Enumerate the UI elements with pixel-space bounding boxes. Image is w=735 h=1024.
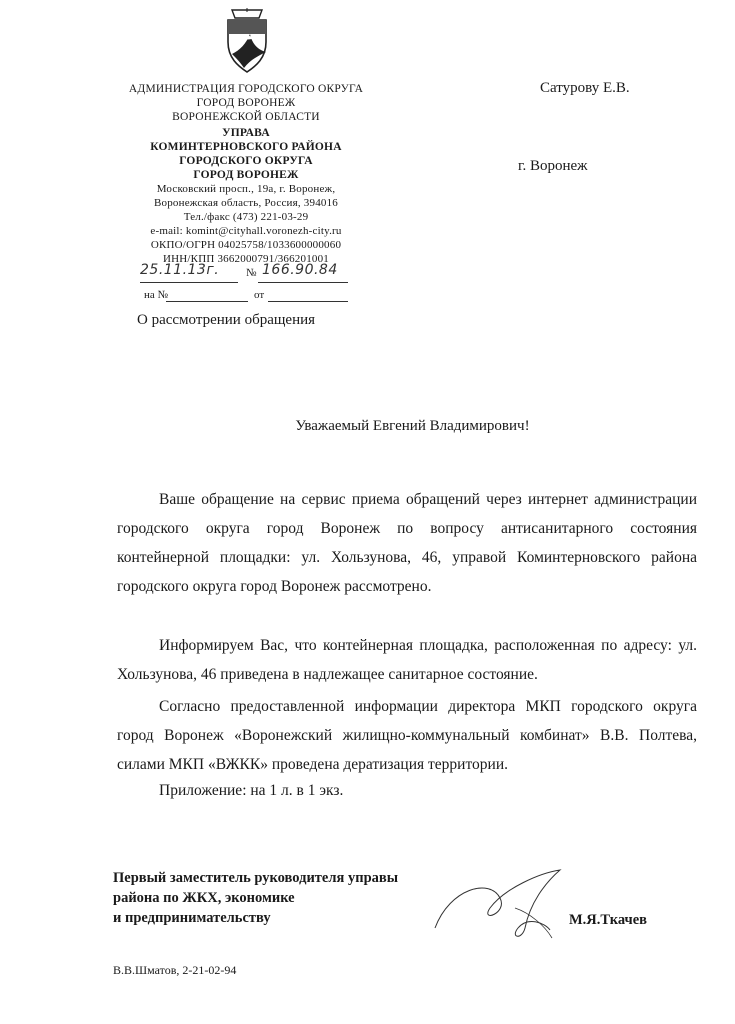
body-paragraph-1: Ваше обращение на сервис приема обращений через интернет администрации городского округа город Воронеж по вопросу антисанитарного состояния контейнерной площадки: ул. Хользунова, 46, управой Коминтерновского района городского округа город Воронеж рассмотрено. bbox=[117, 491, 697, 595]
dept-line-2: КОМИНТЕРНОВСКОГО РАЙОНА bbox=[150, 141, 342, 153]
executor-contact: В.В.Шматов, 2-21-02-94 bbox=[113, 963, 237, 977]
recipient-name: Сатурову Е.В. bbox=[540, 80, 630, 96]
dept-line-4: ГОРОД ВОРОНЕЖ bbox=[193, 169, 299, 181]
reference-date-label: от bbox=[254, 289, 265, 301]
registration-number-label: № bbox=[246, 267, 257, 279]
reference-number-label: на № bbox=[144, 289, 169, 301]
contact-inn: ИНН/КПП 3662000791/366201001 bbox=[162, 253, 330, 265]
dept-line-3: ГОРОДСКОГО ОКРУГА bbox=[179, 155, 313, 167]
contact-phone: Тел./факс (473) 221-03-29 bbox=[183, 211, 309, 223]
signatory-title bbox=[113, 868, 398, 928]
body-paragraph-3: Согласно предоставленной информации директора МКП городского округа город Воронеж «Воронежский жилищно-коммунальный комбинат» В.В. Полтева, силами МКП «ВЖКК» проведена дератизация территории. bbox=[117, 698, 697, 773]
dept-line-1: УПРАВА bbox=[222, 127, 270, 139]
contact-address-1: Московский просп., 19а, г. Воронеж, bbox=[156, 183, 336, 195]
org-name-line-2: ГОРОД ВОРОНЕЖ bbox=[196, 97, 296, 109]
signatory-name: М.Я.Ткачев bbox=[569, 912, 647, 928]
body-paragraph-2: Информируем Вас, что контейнерная площадка, расположенная по адресу: ул. Хользунова, 46 приведена в надлежащее санитарное состояние. bbox=[117, 637, 697, 683]
contact-address-2: Воронежская область, Россия, 394016 bbox=[154, 197, 338, 209]
registration-date: 25.11.13г. bbox=[140, 262, 220, 278]
signatory-title-line-2: района по ЖКХ, экономике bbox=[113, 890, 295, 906]
greeting: Уважаемый Евгений Владимирович! bbox=[295, 418, 530, 434]
handwritten-signature-icon bbox=[430, 868, 570, 948]
contact-okpo: ОКПО/ОГРН 04025758/1033600000060 bbox=[150, 239, 342, 251]
contact-email: e-mail: komint@cityhall.voronezh-city.ru bbox=[150, 225, 342, 237]
coat-of-arms-icon bbox=[218, 8, 276, 74]
recipient-city: г. Воронеж bbox=[518, 158, 588, 174]
org-name-line-1: АДМИНИСТРАЦИЯ ГОРОДСКОГО ОКРУГА bbox=[128, 83, 364, 95]
letter-subject: О рассмотрении обращения bbox=[137, 312, 316, 328]
attachment-note: Приложение: на 1 л. в 1 экз. bbox=[159, 782, 344, 799]
signatory-title-line-3: и предпринимательству bbox=[113, 910, 271, 926]
signatory-title-line-1: Первый заместитель руководителя управы bbox=[113, 870, 399, 886]
org-name-line-3: ВОРОНЕЖСКОЙ ОБЛАСТИ bbox=[172, 111, 320, 123]
registration-number: 166.90.84 bbox=[262, 262, 338, 278]
